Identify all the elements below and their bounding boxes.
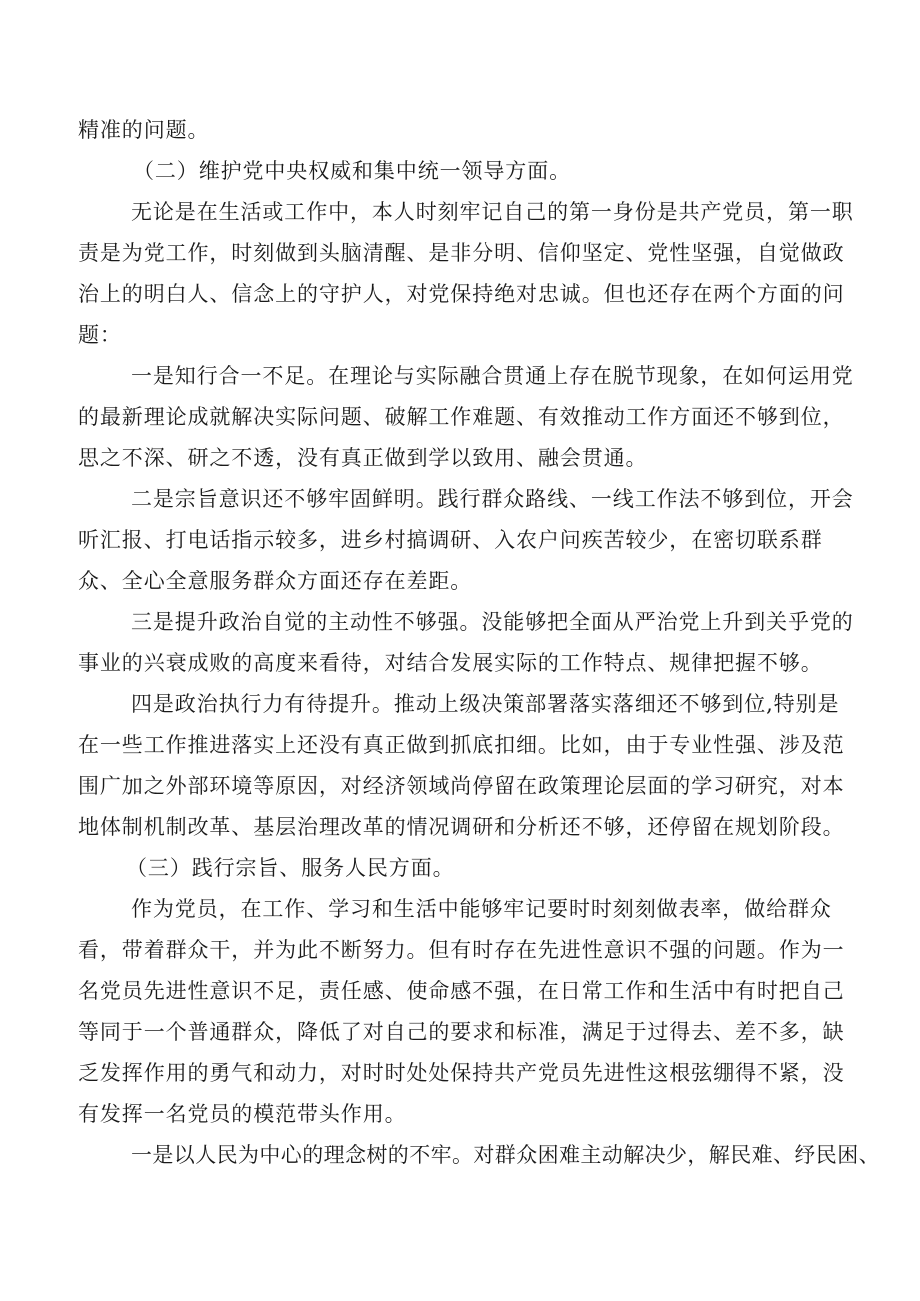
text-line: 无论是在生活或工作中，本人时刻牢记自己的第一身份是共产党员，第一职 xyxy=(131,200,854,224)
section-heading: （二）维护党中央权威和集中统一领导方面。 xyxy=(133,159,571,183)
text-line: 名党员先进性意识不足，责任感、使命感不强，在日常工作和生活中有时把自己 xyxy=(78,979,845,1003)
text-line: 看，带着群众干，并为此不断努力。但有时存在先进性意识不强的问题。作为一 xyxy=(78,938,845,962)
text-line: 二是宗旨意识还不够牢固鲜明。践行群众路线、一线工作法不够到位，开会 xyxy=(131,487,854,511)
text-line: 精准的问题。 xyxy=(78,118,210,142)
text-line: 责是为党工作，时刻做到头脑清醒、是非分明、信仰坚定、党性坚强，自觉做政 xyxy=(78,241,845,265)
text-line: 的最新理论成就解决实际问题、破解工作难题、有效推动工作方面还不够到位， xyxy=(78,405,845,429)
text-line: 地体制机制改革、基层治理改革的情况调研和分析还不够，还停留在规划阶段。 xyxy=(78,815,845,839)
text-line: 众、全心全意服务群众方面还存在差距。 xyxy=(78,569,473,593)
text-line: 四是政治执行力有待提升。推动上级决策部署落实落细还不够到位,特别是 xyxy=(131,692,840,716)
text-line: 治上的明白人、信念上的守护人，对党保持绝对忠诚。但也还存在两个方面的问 xyxy=(78,282,845,306)
text-line: 等同于一个普通群众，降低了对自己的要求和标准，满足于过得去、差不多，缺 xyxy=(78,1020,845,1044)
text-line: 一是以人民为中心的理念树的不牢。对群众困难主动解决少，解民难、纾民困、 xyxy=(131,1143,880,1167)
text-line: 听汇报、打电话指示较多，进乡村搞调研、入农户问疾苦较少，在密切联系群 xyxy=(78,528,823,552)
text-line: 一是知行合一不足。在理论与实际融合贯通上存在脱节现象，在如何运用党 xyxy=(131,364,854,388)
text-line: 思之不深、研之不透，没有真正做到学以致用、融会贯通。 xyxy=(78,446,648,470)
section-heading: （三）践行宗旨、服务人民方面。 xyxy=(126,856,455,880)
text-line: 围广加之外部环境等原因，对经济领域尚停留在政策理论层面的学习研究，对本 xyxy=(78,774,845,798)
text-line: 在一些工作推进落实上还没有真正做到抓底扣细。比如，由于专业性强、涉及范 xyxy=(78,733,845,757)
text-line: 有发挥一名党员的模范带头作用。 xyxy=(78,1102,407,1126)
text-line: 乏发挥作用的勇气和动力，对时时处处保持共产党员先进性这根弦绷得不紧，没 xyxy=(78,1061,845,1085)
text-line: 作为党员，在工作、学习和生活中能够牢记要时时刻刻做表率，做给群众 xyxy=(131,897,832,921)
text-line: 三是提升政治自觉的主动性不够强。没能够把全面从严治党上升到关乎党的 xyxy=(131,610,854,634)
text-line: 事业的兴衰成败的高度来看待，对结合发展实际的工作特点、规律把握不够。 xyxy=(78,651,823,675)
text-line: 题： xyxy=(78,323,122,347)
